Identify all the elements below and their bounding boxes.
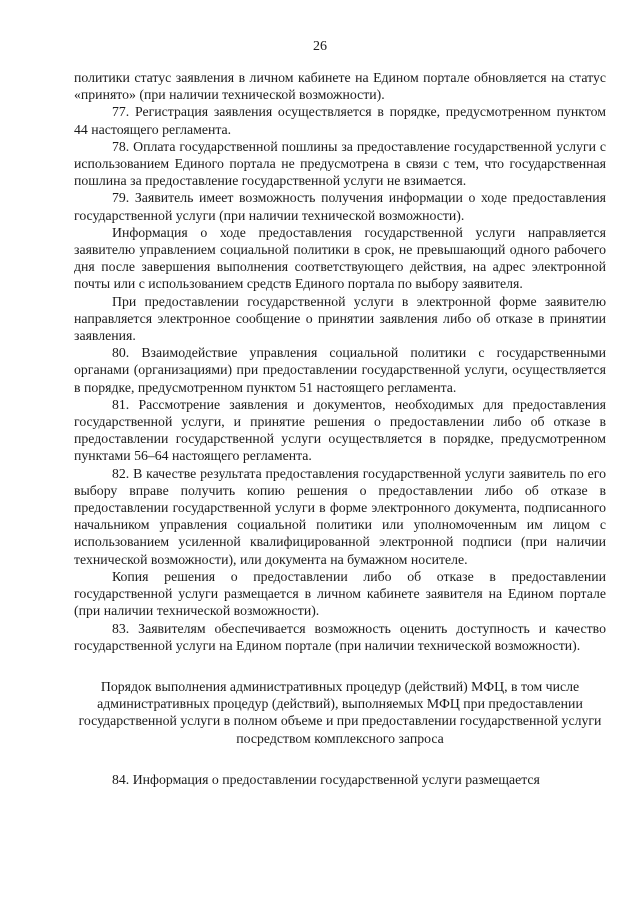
paragraph: 83. Заявителям обеспечивается возможность оценить доступность и качество государственной услуги на Едином портале (при наличии технической возможности). — [74, 620, 606, 653]
paragraph: Информация о ходе предоставления государственной услуги направляется заявителю управлением социальной политики в срок, не превышающий одного рабочего дня после завершения выполнения соответствующего действия, на адрес электронной почты или с использованием средств Единого портала по выбору заявителя. — [74, 224, 606, 292]
page-number: 26 — [313, 39, 327, 54]
paragraph: 79. Заявитель имеет возможность получения информации о ходе предоставления государственной услуги (при наличии технической возможности). — [74, 190, 606, 223]
paragraph: Копия решения о предоставлении либо об отказе в предоставлении государственной услуги размещается в личном кабинете заявителя на Едином портале (при наличии технической возможности). — [74, 568, 606, 619]
paragraph: политики статус заявления в личном кабинете на Едином портале обновляется на статус «принято» (при наличии технической возможности). — [74, 70, 606, 103]
document-body — [74, 69, 606, 788]
paragraph: При предоставлении государственной услуги в электронной форме заявителю направляется электронное сообщение о принятии заявления либо об отказе в принятии заявления. — [74, 293, 606, 344]
section-heading: Порядок выполнения административных процедур (действий) МФЦ, в том числе административных процедур (действий), выполняемых МФЦ при предоставлении государственной услуги в полном объеме и при предоставлении государственной услуги посредством комплексного запроса — [78, 678, 602, 746]
paragraph: 84. Информация о предоставлении государственной услуги размещается — [112, 771, 540, 787]
paragraph: 78. Оплата государственной пошлины за предоставление государственной услуги с использованием Единого портала не предусмотрена в связи с тем, что государственная пошлина за предоставление государственной услуги не взимается. — [74, 138, 606, 189]
paragraph: 80. Взаимодействие управления социальной политики с государственными органами (организациями) при предоставлении государственной услуги, осуществляется в порядке, предусмотренном пунктом 51 настоящего регламента. — [74, 345, 606, 395]
paragraph: 81. Рассмотрение заявления и документов, необходимых для предоставления государственной услуги, и принятие решения о предоставлении либо об отказе в предоставлении государственной услуги осуществляется в порядке, предусмотренном пунктами 56–64 настоящего регламента. — [74, 396, 606, 464]
paragraph: 82. В качестве результата предоставления государственной услуги заявитель по его выбору вправе получить копию решения о предоставлении либо об отказе в предоставлении государственной услуги в форме электронного документа, подписанного начальником управления социальной политики или уполномоченным им лицом с использованием усиленной квалифицированной электронной подписи (при наличии технической возможности), или документа на бумажном носителе. — [74, 465, 606, 567]
paragraph: 77. Регистрация заявления осуществляется в порядке, предусмотренном пунктом 44 настоящего регламента. — [74, 104, 606, 137]
